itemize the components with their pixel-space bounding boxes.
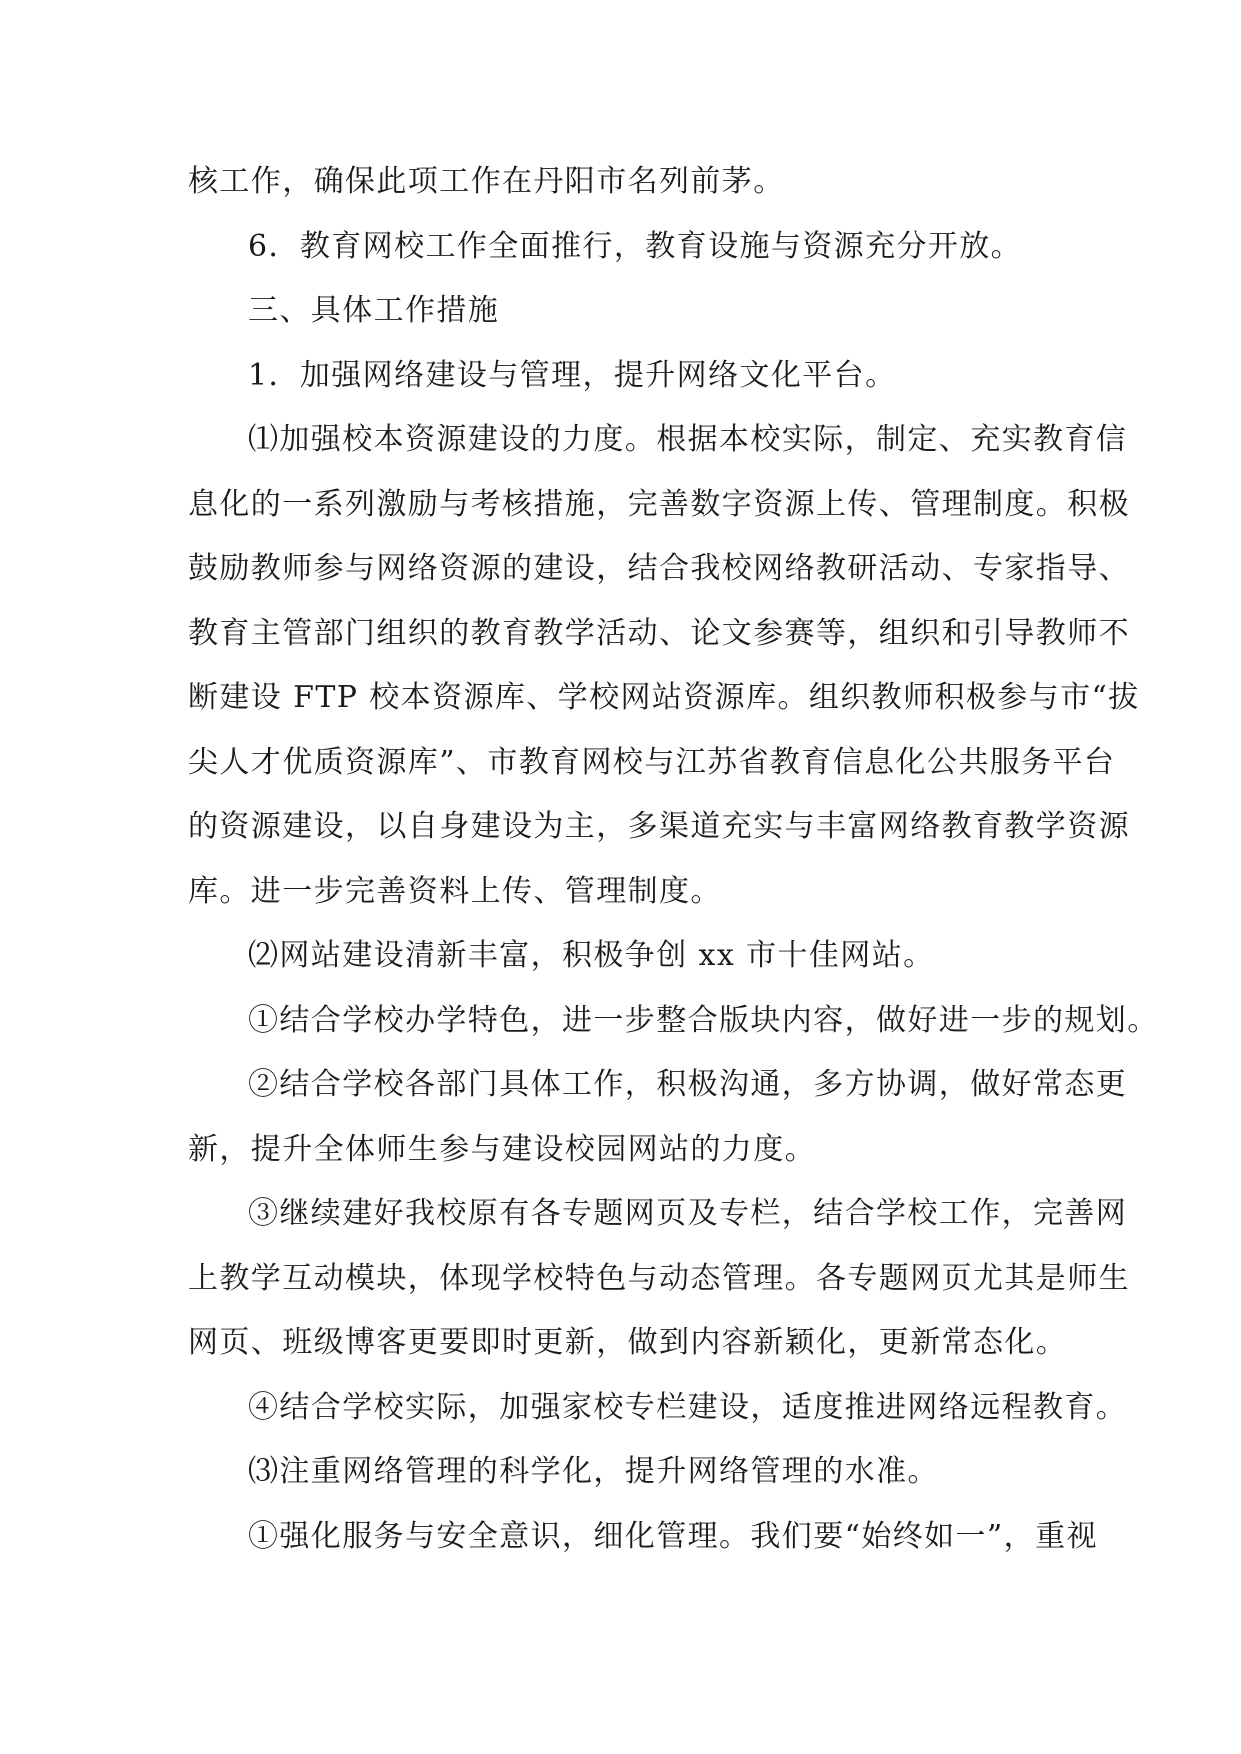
paragraph-line: 上教学互动模块，体现学校特色与动态管理。各专题网页尤其是师生 (188, 1260, 1130, 1296)
paragraph-line: ⑴加强校本资源建设的力度。根据本校实际，制定、充实教育信 (248, 422, 1128, 457)
paragraph-line: ①强化服务与安全意识，细化管理。我们要“始终如一”，重视 (248, 1518, 1098, 1554)
paragraph-line: ①结合学校办学特色，进一步整合版块内容，做好进一步的规划。 (248, 1002, 1159, 1038)
paragraph-line: 息化的一系列激励与考核措施，完善数字资源上传、管理制度。积极 (188, 486, 1130, 522)
paragraph-line: 的资源建设，以自身建设为主，多渠道充实与丰富网络教育教学资源 (188, 809, 1130, 844)
paragraph-line: 网页、班级博客更要即时更新，做到内容新颖化，更新常态化。 (188, 1325, 1068, 1360)
paragraph-line: ⑵网站建设清新丰富，积极争创 xx 市十佳网站。 (248, 938, 935, 973)
paragraph-line: ②结合学校各部门具体工作，积极沟通，多方协调，做好常态更 (248, 1067, 1128, 1102)
paragraph-line: 尖人才优质资源库”、市教育网校与江苏省教育信息化公共服务平台 (188, 744, 1116, 780)
paragraph-line: 6．教育网校工作全面推行，教育设施与资源充分开放。 (248, 228, 1023, 264)
subsection-heading: 1．加强网络建设与管理，提升网络文化平台。 (248, 357, 897, 393)
paragraph-line: ⑶注重网络管理的科学化，提升网络管理的水准。 (248, 1454, 939, 1489)
paragraph-line: 断建设 FTP 校本资源库、学校网站资源库。组织教师积极参与市“拔 (188, 680, 1140, 715)
paragraph-line: 库。进一步完善资料上传、管理制度。 (188, 873, 722, 909)
document-body (188, 150, 1159, 1569)
paragraph-line: 新，提升全体师生参与建设校园网站的力度。 (188, 1131, 816, 1167)
paragraph-line: 核工作，确保此项工作在丹阳市名列前茅。 (188, 164, 785, 199)
paragraph-line: 教育主管部门组织的教育教学活动、论文参赛等，组织和引导教师不 (188, 615, 1130, 651)
paragraph-line: ③继续建好我校原有各专题网页及专栏，结合学校工作，完善网 (248, 1196, 1128, 1231)
section-heading: 三、具体工作措施 (248, 293, 500, 328)
paragraph-line: 鼓励教师参与网络资源的建设，结合我校网络教研活动、专家指导、 (188, 551, 1130, 586)
paragraph-line: ④结合学校实际，加强家校专栏建设，适度推进网络远程教育。 (248, 1389, 1128, 1425)
